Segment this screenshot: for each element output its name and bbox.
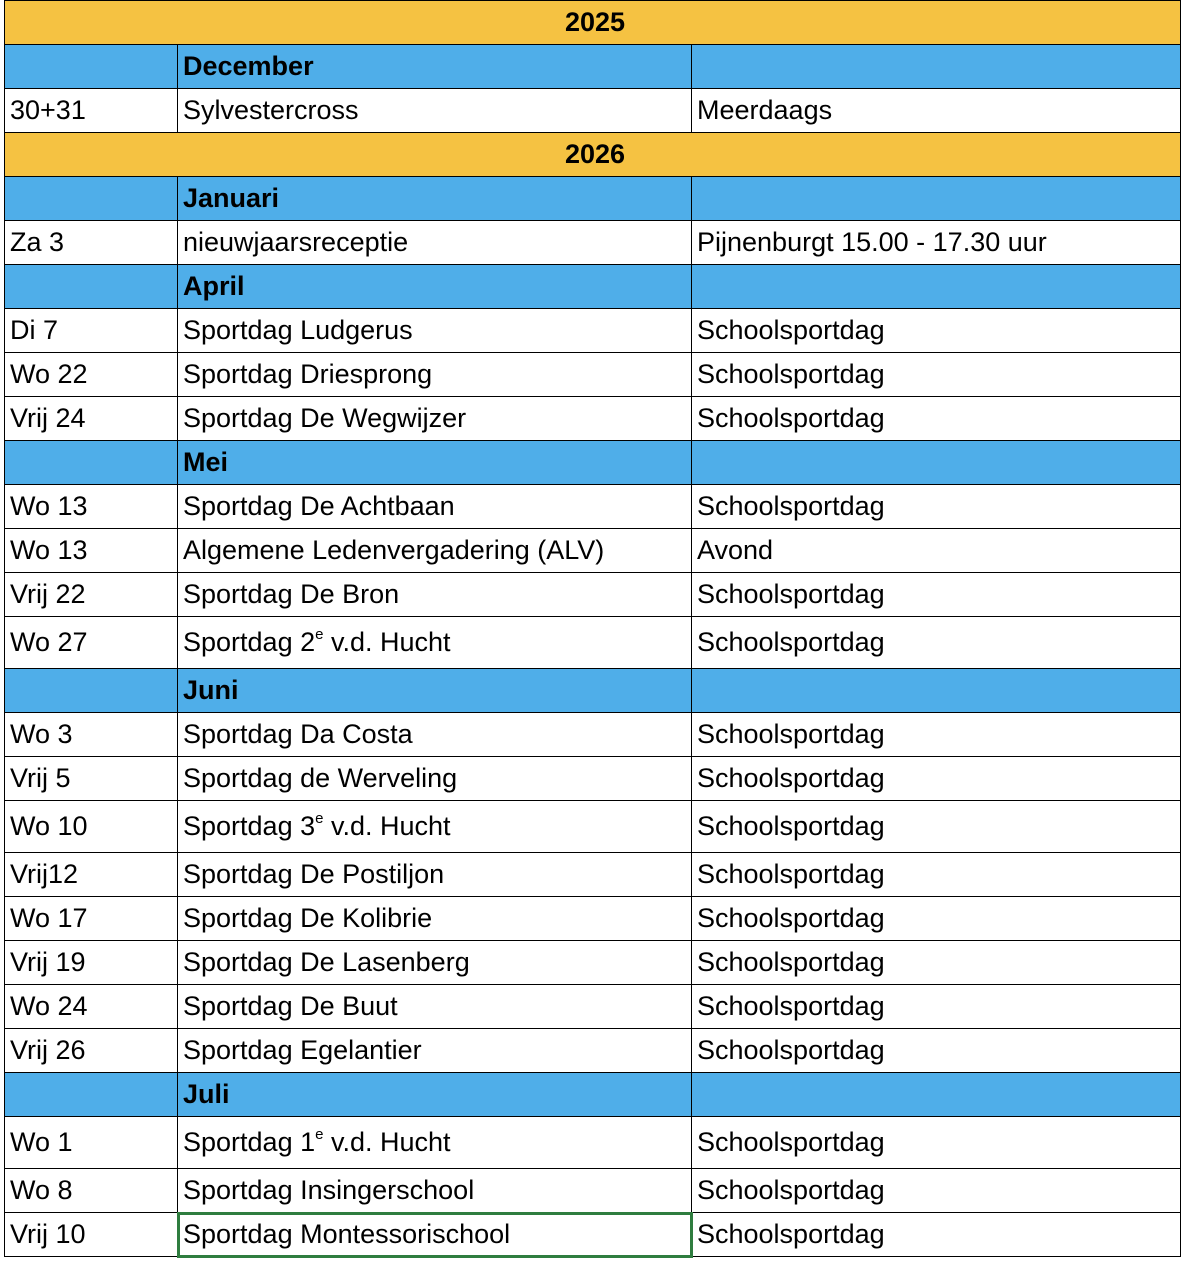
month-cell[interactable]: Juni [178,669,692,713]
month-header-row [5,669,1181,713]
table-row [5,617,1181,669]
date-cell[interactable]: Wo 1 [5,1117,178,1169]
table-row [5,897,1181,941]
date-cell[interactable]: Wo 17 [5,897,178,941]
month-header-row [5,177,1181,221]
ordinal-superscript: e [315,810,324,827]
table-row [5,801,1181,853]
month-header-row [5,441,1181,485]
note-cell[interactable]: Schoolsportdag [692,353,1181,397]
event-text-suffix: v.d. Hucht [323,811,451,841]
note-cell[interactable]: Schoolsportdag [692,1169,1181,1213]
event-cell[interactable]: Sportdag De Postiljon [178,853,692,897]
event-text: Sportdag 3 [183,811,316,841]
date-cell[interactable]: Vrij 26 [5,1029,178,1073]
note-cell[interactable]: Schoolsportdag [692,1117,1181,1169]
table-row [5,353,1181,397]
empty-cell[interactable] [692,1073,1181,1117]
table-row [5,713,1181,757]
note-cell[interactable]: Pijnenburgt 15.00 - 17.30 uur [692,221,1181,265]
year-header-row [5,1,1181,45]
event-cell[interactable]: Sportdag De Achtbaan [178,485,692,529]
date-cell[interactable]: Wo 13 [5,529,178,573]
note-cell[interactable]: Schoolsportdag [692,309,1181,353]
date-cell[interactable]: Wo 22 [5,353,178,397]
empty-cell[interactable] [5,1073,178,1117]
event-cell[interactable]: Sportdag de Werveling [178,757,692,801]
month-cell[interactable]: April [178,265,692,309]
month-cell[interactable]: December [178,45,692,89]
note-cell[interactable]: Schoolsportdag [692,713,1181,757]
event-cell[interactable]: Sportdag Egelantier [178,1029,692,1073]
empty-cell[interactable] [5,265,178,309]
table-row [5,309,1181,353]
date-cell[interactable]: Vrij 10 [5,1213,178,1257]
table-body [5,1,1181,1257]
date-cell[interactable]: Vrij12 [5,853,178,897]
table-row [5,485,1181,529]
date-cell[interactable]: Wo 8 [5,1169,178,1213]
month-cell[interactable]: Januari [178,177,692,221]
date-cell[interactable]: 30+31 [5,89,178,133]
empty-cell[interactable] [692,177,1181,221]
table-row [5,529,1181,573]
note-cell[interactable]: Schoolsportdag [692,485,1181,529]
table-row [5,573,1181,617]
event-cell[interactable]: Sportdag De Lasenberg [178,941,692,985]
year-cell[interactable]: 2025 [5,1,1181,45]
note-cell[interactable]: Schoolsportdag [692,757,1181,801]
event-cell[interactable] [178,801,692,853]
month-cell[interactable]: Juli [178,1073,692,1117]
month-header-row [5,265,1181,309]
table-row [5,1117,1181,1169]
event-cell[interactable]: Sportdag De Wegwijzer [178,397,692,441]
empty-cell[interactable] [5,45,178,89]
table-row [5,89,1181,133]
note-cell[interactable]: Schoolsportdag [692,853,1181,897]
empty-cell[interactable] [5,441,178,485]
note-cell[interactable]: Schoolsportdag [692,1029,1181,1073]
date-cell[interactable]: Wo 27 [5,617,178,669]
event-cell[interactable]: nieuwjaarsreceptie [178,221,692,265]
ordinal-superscript: e [315,626,324,643]
note-cell[interactable]: Schoolsportdag [692,941,1181,985]
table-row [5,941,1181,985]
table-row [5,757,1181,801]
table-row [5,397,1181,441]
event-text-suffix: v.d. Hucht [323,627,451,657]
selected-event-cell[interactable]: Sportdag Montessorischool [178,1213,692,1257]
event-cell[interactable]: Sportdag De Bron [178,573,692,617]
event-cell[interactable]: Sportdag Insingerschool [178,1169,692,1213]
year-header-row [5,133,1181,177]
table-row [5,853,1181,897]
table-row [5,1029,1181,1073]
event-cell[interactable]: Sportdag Driesprong [178,353,692,397]
date-cell[interactable]: Vrij 22 [5,573,178,617]
note-cell[interactable]: Avond [692,529,1181,573]
event-cell[interactable]: Sportdag De Kolibrie [178,897,692,941]
note-cell[interactable]: Schoolsportdag [692,397,1181,441]
note-cell[interactable]: Schoolsportdag [692,573,1181,617]
note-cell[interactable]: Schoolsportdag [692,617,1181,669]
empty-cell[interactable] [692,669,1181,713]
event-cell[interactable]: Sportdag Da Costa [178,713,692,757]
table-row [5,1169,1181,1213]
ordinal-superscript: e [315,1126,324,1143]
empty-cell[interactable] [5,177,178,221]
event-text: Sportdag 1 [183,1127,316,1157]
month-header-row [5,45,1181,89]
month-header-row [5,1073,1181,1117]
event-cell[interactable]: Algemene Ledenvergadering (ALV) [178,529,692,573]
event-text-suffix: v.d. Hucht [323,1127,451,1157]
note-cell[interactable]: Schoolsportdag [692,985,1181,1029]
date-cell[interactable]: Za 3 [5,221,178,265]
date-cell[interactable]: Di 7 [5,309,178,353]
event-text: Sportdag 2 [183,627,316,657]
date-cell[interactable]: Wo 10 [5,801,178,853]
table-row [5,1213,1181,1257]
date-cell[interactable]: Vrij 5 [5,757,178,801]
event-cell[interactable] [178,617,692,669]
date-cell[interactable]: Wo 24 [5,985,178,1029]
event-cell[interactable] [178,1117,692,1169]
date-cell[interactable]: Wo 3 [5,713,178,757]
note-cell[interactable]: Meerdaags [692,89,1181,133]
note-cell[interactable]: Schoolsportdag [692,801,1181,853]
note-cell[interactable]: Schoolsportdag [692,897,1181,941]
month-cell[interactable]: Mei [178,441,692,485]
date-cell[interactable]: Vrij 24 [5,397,178,441]
spreadsheet-table [4,0,1181,1257]
year-cell[interactable]: 2026 [5,133,1181,177]
empty-cell[interactable] [692,441,1181,485]
date-cell[interactable]: Vrij 19 [5,941,178,985]
table-row [5,221,1181,265]
empty-cell[interactable] [692,45,1181,89]
empty-cell[interactable] [5,669,178,713]
empty-cell[interactable] [692,265,1181,309]
event-cell[interactable]: Sportdag Ludgerus [178,309,692,353]
date-cell[interactable]: Wo 13 [5,485,178,529]
event-cell[interactable]: Sportdag De Buut [178,985,692,1029]
note-cell[interactable]: Schoolsportdag [692,1213,1181,1257]
table-row [5,985,1181,1029]
event-cell[interactable]: Sylvestercross [178,89,692,133]
